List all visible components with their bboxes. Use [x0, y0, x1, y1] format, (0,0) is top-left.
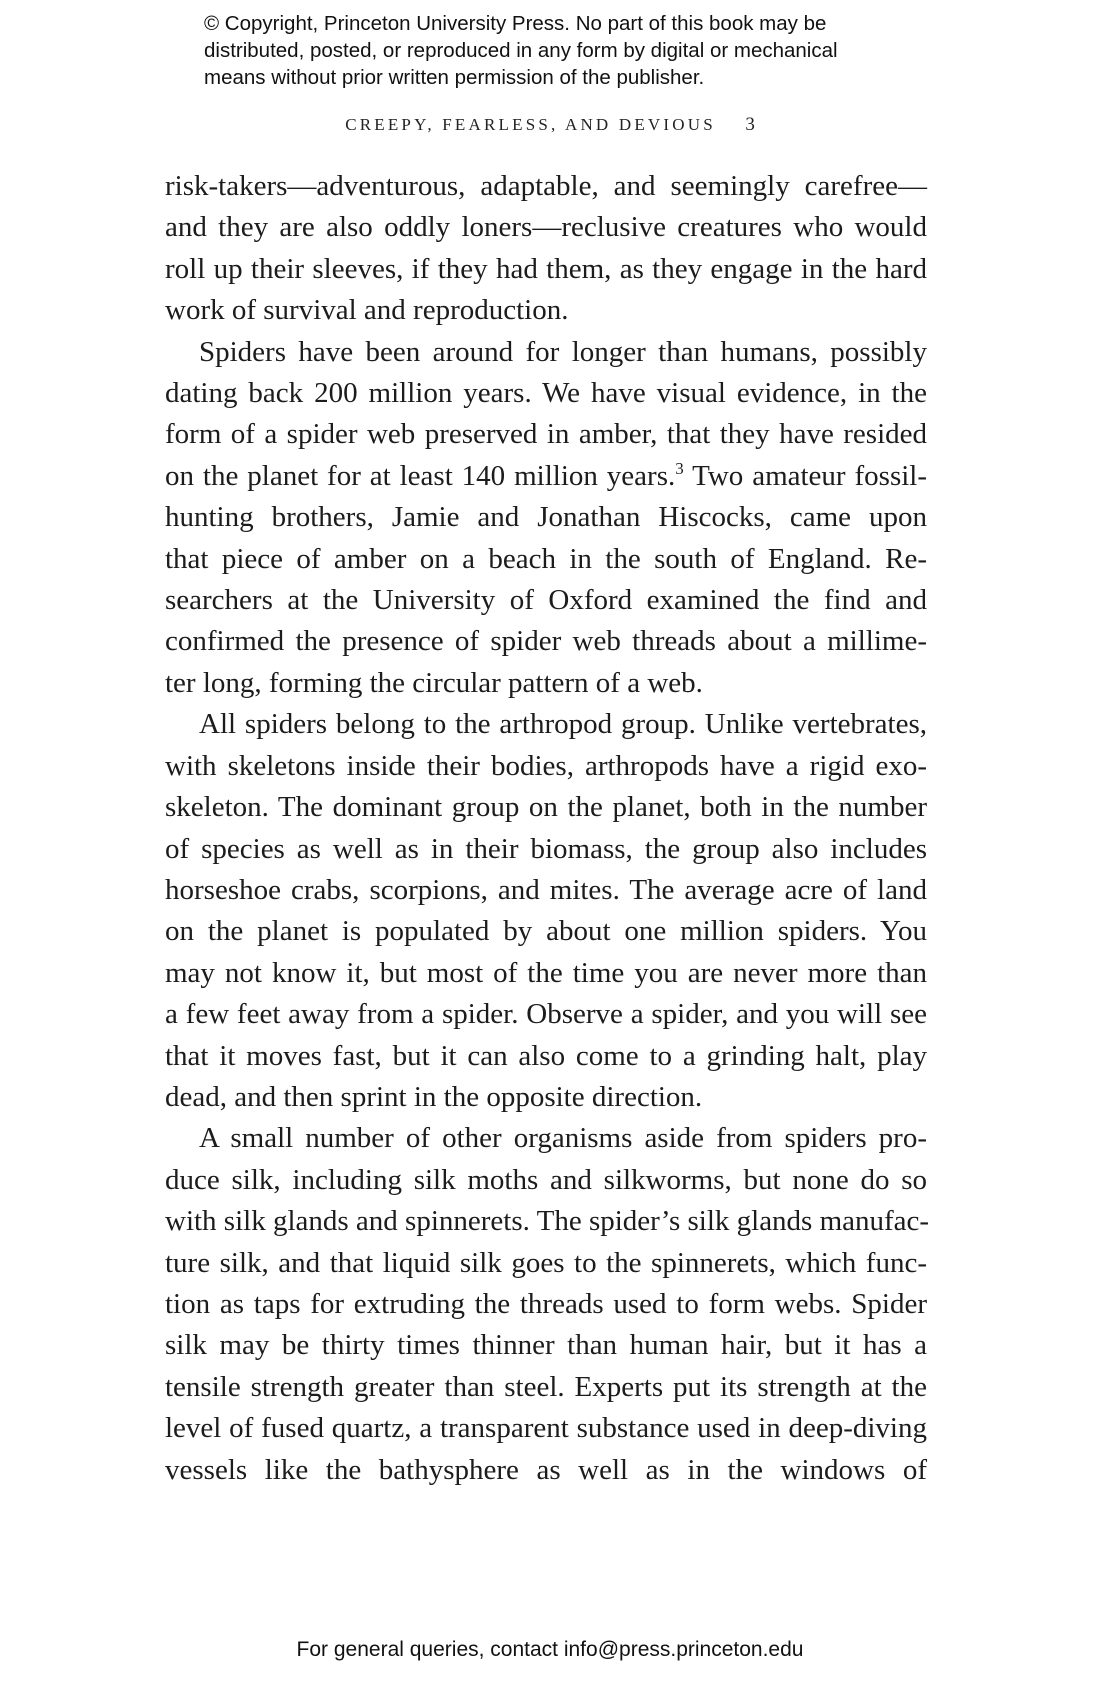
- text-line: work of survival and reproduction.: [165, 294, 569, 327]
- text-line: that piece of amber on a beach in the south of England. Re-: [165, 542, 927, 575]
- text-segment: on the planet for at least 140 million years.: [165, 459, 676, 492]
- paragraph: [165, 332, 927, 705]
- text-line: risk-takers—adventurous, adaptable, and seemingly carefree—: [165, 170, 927, 202]
- text-line: Spiders have been around for longer than humans, possibly: [199, 335, 927, 368]
- text-line: ter long, forming the circular pattern of a web.: [165, 666, 703, 699]
- text-line: dating back 200 million years. We have visual evidence, in the: [165, 377, 927, 410]
- running-head-title: CREEPY, FEARLESS, AND DEVIOUS: [345, 115, 716, 134]
- text-line: a few feet away from a spider. Observe a spider, and you will see: [165, 998, 927, 1031]
- text-line: duce silk, including silk moths and silkworms, but none do so: [165, 1163, 927, 1196]
- text-line: of species as well as in their biomass, the group also includes: [165, 832, 927, 865]
- copyright-notice: [204, 10, 964, 91]
- text-line: vessels like the bathysphere as well as in the windows of: [165, 1453, 927, 1486]
- text-line: roll up their sleeves, if they had them, as they engage in the hard: [165, 252, 927, 285]
- text-line: horseshoe crabs, scorpions, and mites. The average acre of land: [165, 873, 927, 906]
- text-line: ture silk, and that liquid silk goes to the spinnerets, which func-: [165, 1246, 927, 1279]
- paragraph: [165, 704, 927, 1118]
- text-line: All spiders belong to the arthropod group. Unlike vertebrates,: [199, 708, 927, 741]
- paragraph: [165, 1118, 930, 1491]
- text-line: silk may be thirty times thinner than human hair, but it has a: [165, 1329, 927, 1362]
- text-line: that it moves fast, but it can also come to a grinding halt, play: [165, 1039, 927, 1072]
- text-line: tensile strength greater than steel. Experts put its strength at the: [165, 1370, 927, 1403]
- text-line: searchers at the University of Oxford examined the find and: [165, 584, 927, 617]
- text-segment: Two amateur fossil-: [683, 459, 927, 492]
- text-line: may not know it, but most of the time you are never more than: [165, 956, 927, 989]
- text-line: skeleton. The dominant group on the planet, both in the number: [165, 791, 927, 824]
- copyright-line: distributed, posted, or reproduced in any form by digital or mechanical: [204, 39, 838, 62]
- copyright-line: © Copyright, Princeton University Press. No part of this book may be: [204, 12, 827, 35]
- text-line: A small number of other organisms aside from spiders pro-: [199, 1122, 927, 1155]
- page-number: 3: [745, 114, 755, 135]
- paragraph: [165, 166, 927, 332]
- text-line: hunting brothers, Jamie and Jonathan Hiscocks, came upon: [165, 501, 927, 534]
- text-line: dead, and then sprint in the opposite direction.: [165, 1080, 703, 1113]
- text-line: tion as taps for extruding the threads used to form webs. Spider: [165, 1287, 927, 1320]
- text-line: and they are also oddly loners—reclusive creatures who would: [165, 211, 927, 244]
- copyright-line: means without prior written permission of the publisher.: [204, 66, 705, 89]
- text-line: confirmed the presence of spider web threads about a millime-: [165, 625, 927, 658]
- text-line: with silk glands and spinnerets. The spider’s silk glands manufac-: [165, 1205, 930, 1238]
- text-line: form of a spider web preserved in amber, that they have resided: [165, 418, 927, 451]
- text-line: on the planet is populated by about one million spiders. You: [165, 915, 927, 948]
- body-text: [165, 166, 930, 1491]
- text-line: with skeletons inside their bodies, arthropods have a rigid exo-: [165, 749, 927, 782]
- text-line: level of fused quartz, a transparent substance used in deep-diving: [165, 1412, 927, 1445]
- footnote-ref: 3: [675, 458, 684, 478]
- running-head: [0, 114, 1100, 136]
- footer-contact: For general queries, contact info@press.princeton.edu: [296, 1638, 804, 1661]
- text-line-with-footnote: [165, 456, 927, 497]
